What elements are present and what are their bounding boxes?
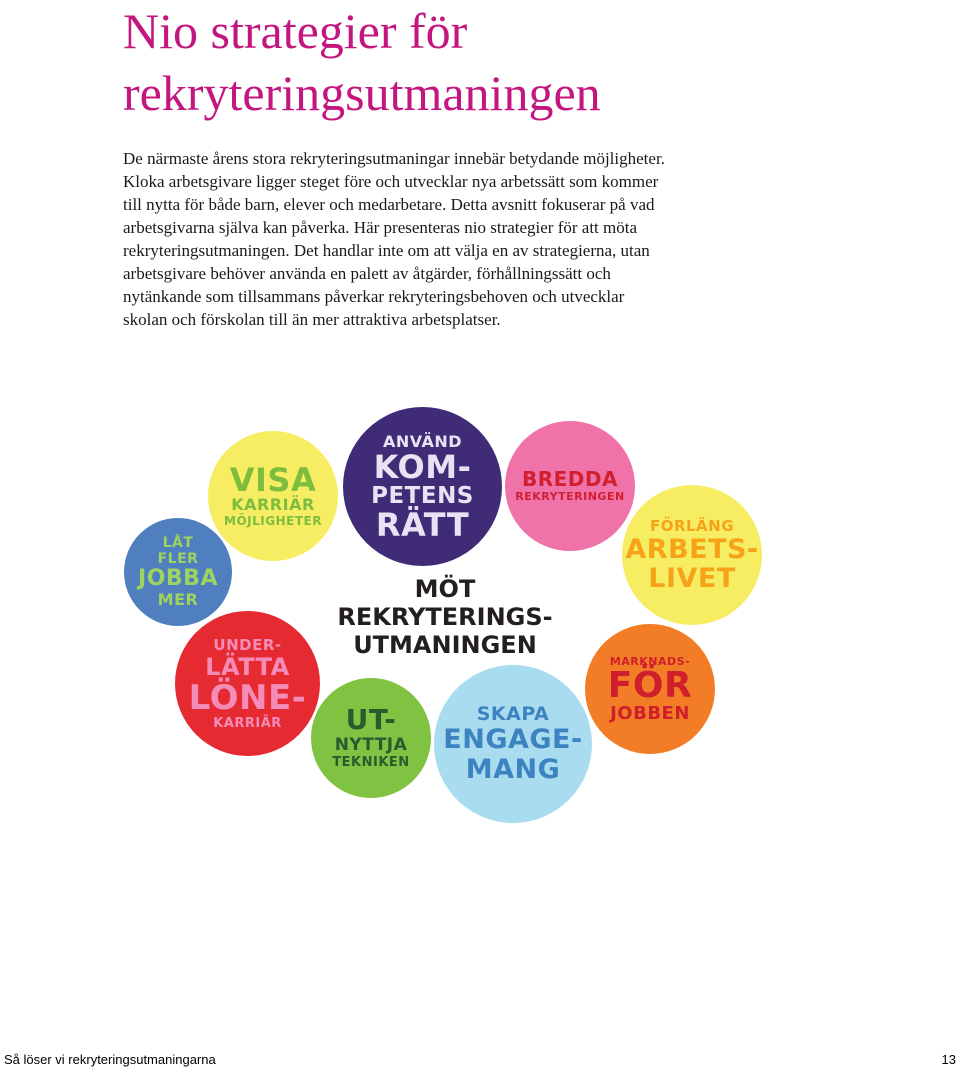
circle-label: MER	[157, 590, 199, 609]
circle-label: SKAPA	[476, 703, 550, 725]
title-line: Nio strategier för	[123, 3, 468, 59]
circle-label: KARRIÄR	[213, 715, 282, 731]
intro-line: arbetsgivarna själva kan påverka. Här presenteras nio strategier för att möta	[123, 218, 638, 237]
intro-line: Kloka arbetsgivare ligger steget före och utvecklar nya arbetssätt som kommer	[123, 172, 659, 191]
circle-visa-karriar	[208, 431, 338, 561]
center-line: REKRYTERINGS-	[337, 603, 553, 631]
circle-label: FÖRLÄNG	[649, 516, 735, 535]
intro-line: De närmaste årens stora rekryteringsutmaningar innebär betydande möjligheter.	[123, 149, 665, 168]
circle-label: KARRIÄR	[231, 494, 315, 514]
circle-label: NYTTJA	[334, 735, 408, 755]
circle-label: LÅT	[162, 535, 194, 551]
footer-title: Så löser vi rekryteringsutmaningarna	[4, 1052, 216, 1067]
intro-line: arbetsgivare behöver använda en palett av åtgärder, förhållningssätt och	[123, 264, 611, 283]
circle-label: UT-	[345, 703, 397, 736]
intro-line: rekryteringsutmaningen. Det handlar inte om att välja en av strategierna, utan	[123, 241, 650, 260]
circle-label: KOM-	[373, 447, 472, 486]
circle-anvand-kompetens	[343, 407, 502, 566]
circle-label: FÖR	[607, 664, 693, 706]
circle-marknadsfor-jobben	[585, 624, 715, 754]
circle-label: ANVÄND	[382, 431, 463, 451]
page-number: 13	[941, 1052, 956, 1067]
circle-label: REKRYTERINGEN	[515, 490, 625, 503]
circle-label: JOBBA	[138, 566, 218, 591]
center-line: UTMANINGEN	[353, 631, 537, 659]
circle-label: LIVET	[648, 562, 736, 594]
circle-label: TEKNIKEN	[332, 755, 410, 770]
circle-label: ARBETS-	[625, 533, 759, 565]
circle-label: MARKNADS-	[609, 654, 691, 668]
circle-forlang-arbetslivet	[622, 485, 762, 625]
circle-bredda-rekryteringen	[505, 421, 635, 551]
circle-label: MÖJLIGHETER	[224, 513, 322, 528]
intro-paragraph	[123, 147, 763, 331]
intro-line: skolan och förskolan till än mer attraktiva arbetsplatser.	[123, 310, 501, 329]
circle-lat-fler-jobba	[124, 518, 232, 626]
intro-line: nytänkande som tillsammans påverkar rekryteringsbehoven och utvecklar	[123, 287, 625, 306]
circle-label: UNDER-	[213, 635, 282, 654]
circle-utnyttja-tekniken	[311, 678, 431, 798]
circle-label: VISA	[229, 460, 317, 499]
circle-label: LÖNE-	[188, 677, 307, 718]
circle-label: LÄTTA	[205, 652, 290, 681]
title-line: rekryteringsutmaningen	[123, 65, 601, 121]
circle-skapa-engagemang	[434, 665, 592, 823]
diagram-center-label	[295, 575, 595, 659]
circle-label: MANG	[465, 754, 561, 785]
center-line: MÖT	[414, 575, 476, 603]
circle-label: JOBBEN	[610, 702, 690, 724]
intro-line: till nytta för både barn, elever och medarbetare. Detta avsnitt fokuserar på vad	[123, 195, 655, 214]
circle-label: PETENS	[371, 482, 474, 509]
circle-label: BREDDA	[522, 467, 618, 491]
circle-label: ENGAGE-	[443, 724, 583, 755]
circle-label: FLER	[157, 551, 199, 567]
page-title	[123, 0, 883, 124]
circle-label: RÄTT	[375, 505, 470, 544]
